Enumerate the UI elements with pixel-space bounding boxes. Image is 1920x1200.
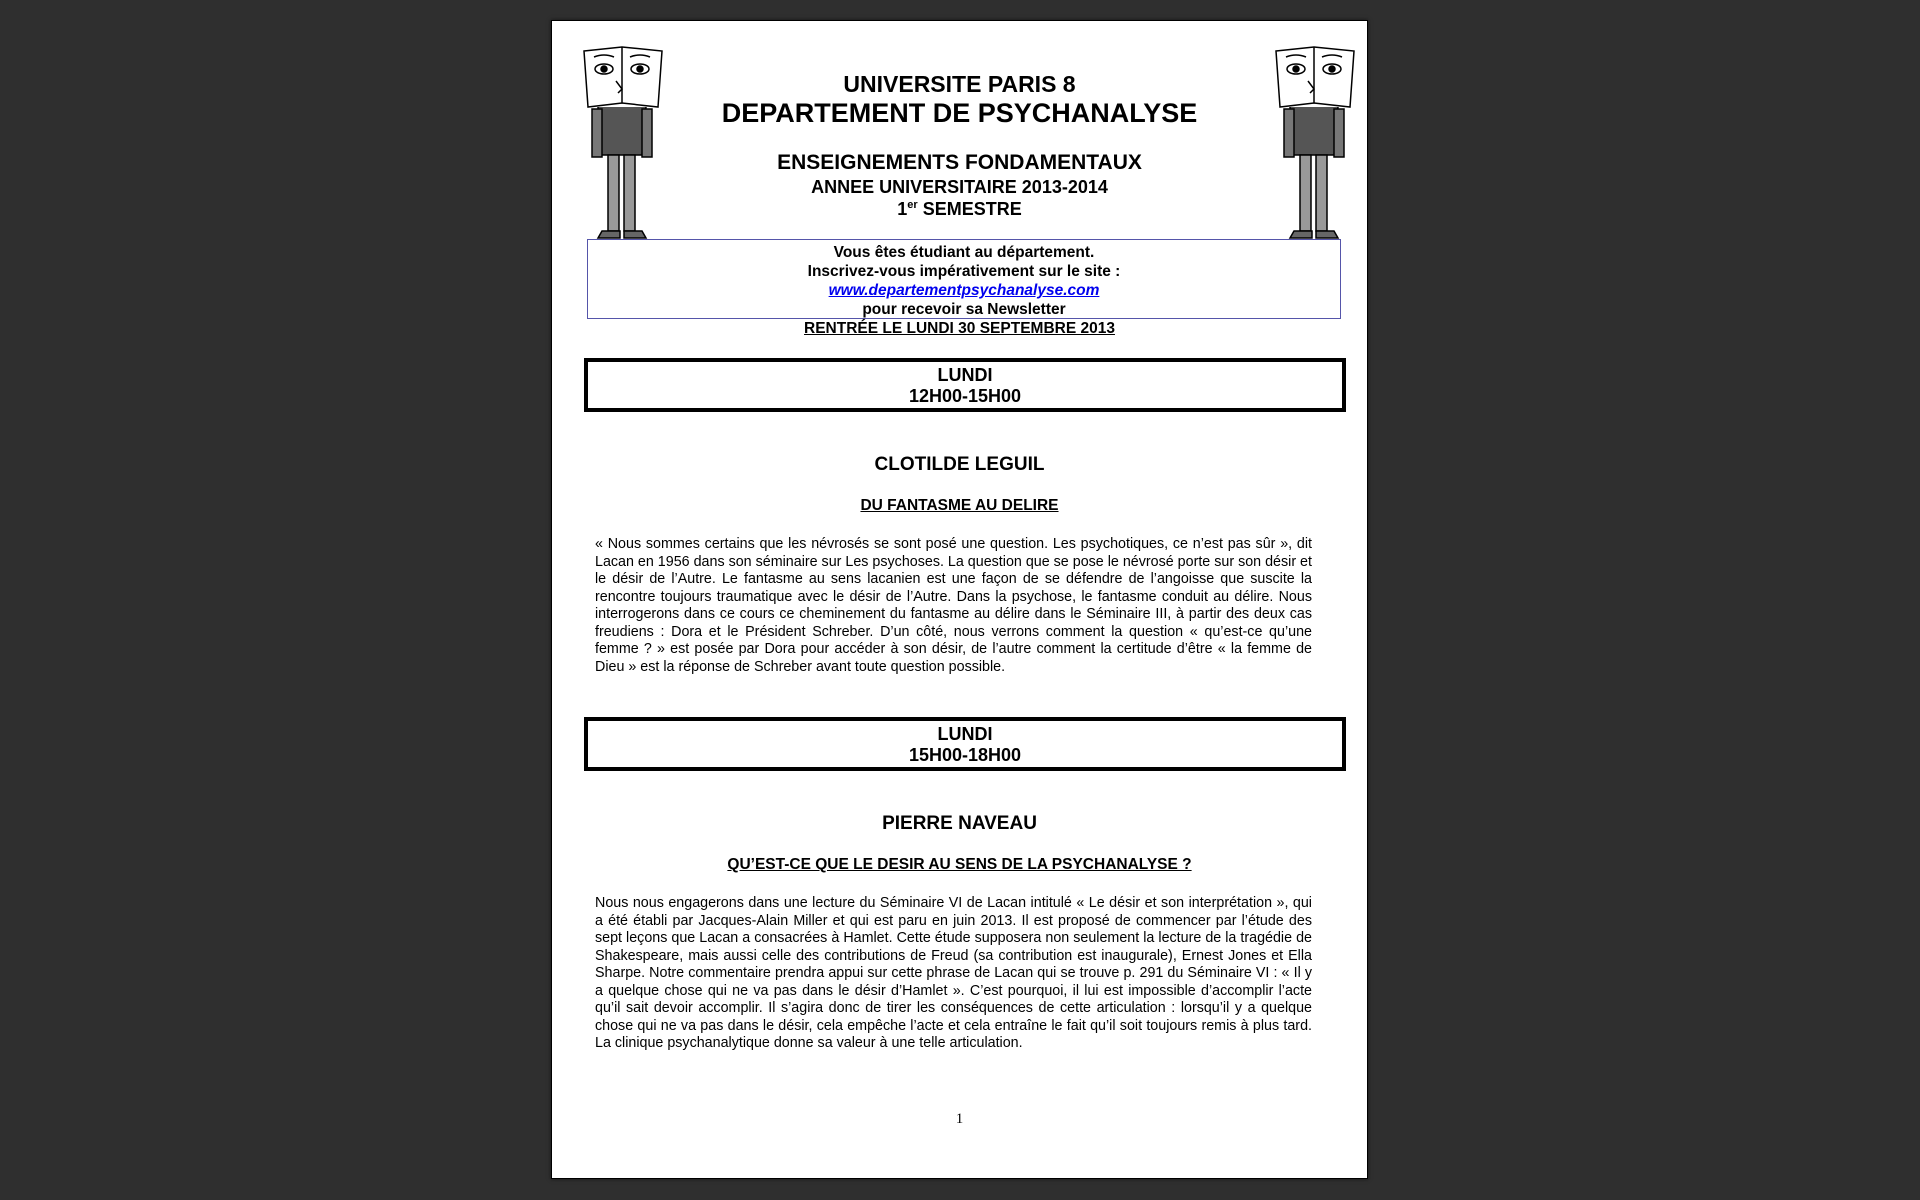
course-2-schedule-box bbox=[584, 717, 1346, 771]
notice-line-1: Vous êtes étudiant au département. bbox=[833, 244, 1095, 261]
semester-number: 1 bbox=[897, 199, 908, 219]
course-1-time: 12H00-15H00 bbox=[908, 386, 1022, 406]
course-1-schedule-box bbox=[584, 358, 1346, 412]
page-number: 1 bbox=[955, 1111, 964, 1127]
teaching-title: ENSEIGNEMENTS FONDAMENTAUX bbox=[777, 151, 1142, 174]
newsletter-notice-box bbox=[587, 239, 1341, 319]
semester-superscript: er bbox=[907, 199, 918, 211]
document-page bbox=[551, 20, 1368, 1179]
course-1-professor: CLOTILDE LEGUIL bbox=[874, 454, 1045, 475]
course-2-title: QU’EST-CE QUE LE DESIR AU SENS DE LA PSYCHANALYSE ? bbox=[727, 856, 1192, 873]
notice-line-2: Inscrivez-vous impérativement sur le site : bbox=[807, 263, 1121, 280]
rentree-date: RENTRÉE LE LUNDI 30 SEPTEMBRE 2013 bbox=[804, 320, 1115, 337]
course-1-description: « Nous sommes certains que les névrosés se sont posé une question. Les psychotiques, ce n’est pas sûr », dit Lacan en 1956 dans son séminaire sur Les psychoses. La question que se pose le névrosé porte sur son désir et le désir de l’Autre. Le fantasme au sens lacanien est une façon de se défendre de l’angoisse que suscite la rencontre toujours traumatique avec le désir de l’Autre. Dans la psychose, le fantasme conduit au délire. Nous interrogerons dans ce cours ce cheminement du fantasme au délire dans le Séminaire III, à partir des deux cas freudiens : Dora et le Président Schreber. D’un côté, nous verrons comment la question « qu’est-ce qu’une femme ? » est posée par Dora pour accéder à son désir, de l’autre comment la certitude d’être « la femme de Dieu » est la réponse de Schreber avant toute question possible. bbox=[595, 536, 1312, 675]
semester bbox=[552, 199, 1367, 220]
department-title: DEPARTEMENT DE PSYCHANALYSE bbox=[721, 98, 1198, 128]
course-1-day: LUNDI bbox=[937, 365, 993, 385]
course-2-day: LUNDI bbox=[937, 724, 993, 744]
website-link[interactable]: www.departementpsychanalyse.com bbox=[828, 282, 1100, 299]
course-2-professor: PIERRE NAVEAU bbox=[882, 813, 1037, 834]
academic-year: ANNEE UNIVERSITAIRE 2013-2014 bbox=[811, 177, 1108, 197]
course-2-time: 15H00-18H00 bbox=[908, 745, 1022, 765]
course-2-description: Nous nous engagerons dans une lecture du Séminaire VI de Lacan intitulé « Le désir et son interprétation », qui a été établi par Jacques-Alain Miller et qui est paru en juin 2013. Il est proposé de commencer par l’étude des sept leçons que Lacan a consacrées à Hamlet. Cette étude supposera non seulement la lecture de la tragédie de Shakespeare, mais aussi celle des contributions de Freud (sa contribution est inaugurale), Ernest Jones et Ella Sharpe. Notre commentaire prendra appui sur cette phrase de Lacan qui se trouve p. 291 du Séminaire VI : « Il y a quelque chose qui ne va pas dans le désir d’Hamlet ». C’est pourquoi, il lui est impossible d’accomplir l’acte qu’il sait devoir accomplir. Il s’agira donc de tirer les conséquences de cette articulation : lorsqu’il y a quelque chose qui ne va pas dans le désir, cela empêche l’acte et cela entraîne le fait qu’il soit toujours remis à plus tard. La clinique psychanalytique donne sa valeur à une telle articulation. bbox=[595, 895, 1312, 1051]
university-title: UNIVERSITE PARIS 8 bbox=[843, 71, 1076, 97]
course-1-title: DU FANTASME AU DELIRE bbox=[860, 497, 1059, 514]
notice-line-4: pour recevoir sa Newsletter bbox=[862, 301, 1066, 318]
semester-word: SEMESTRE bbox=[917, 199, 1022, 219]
